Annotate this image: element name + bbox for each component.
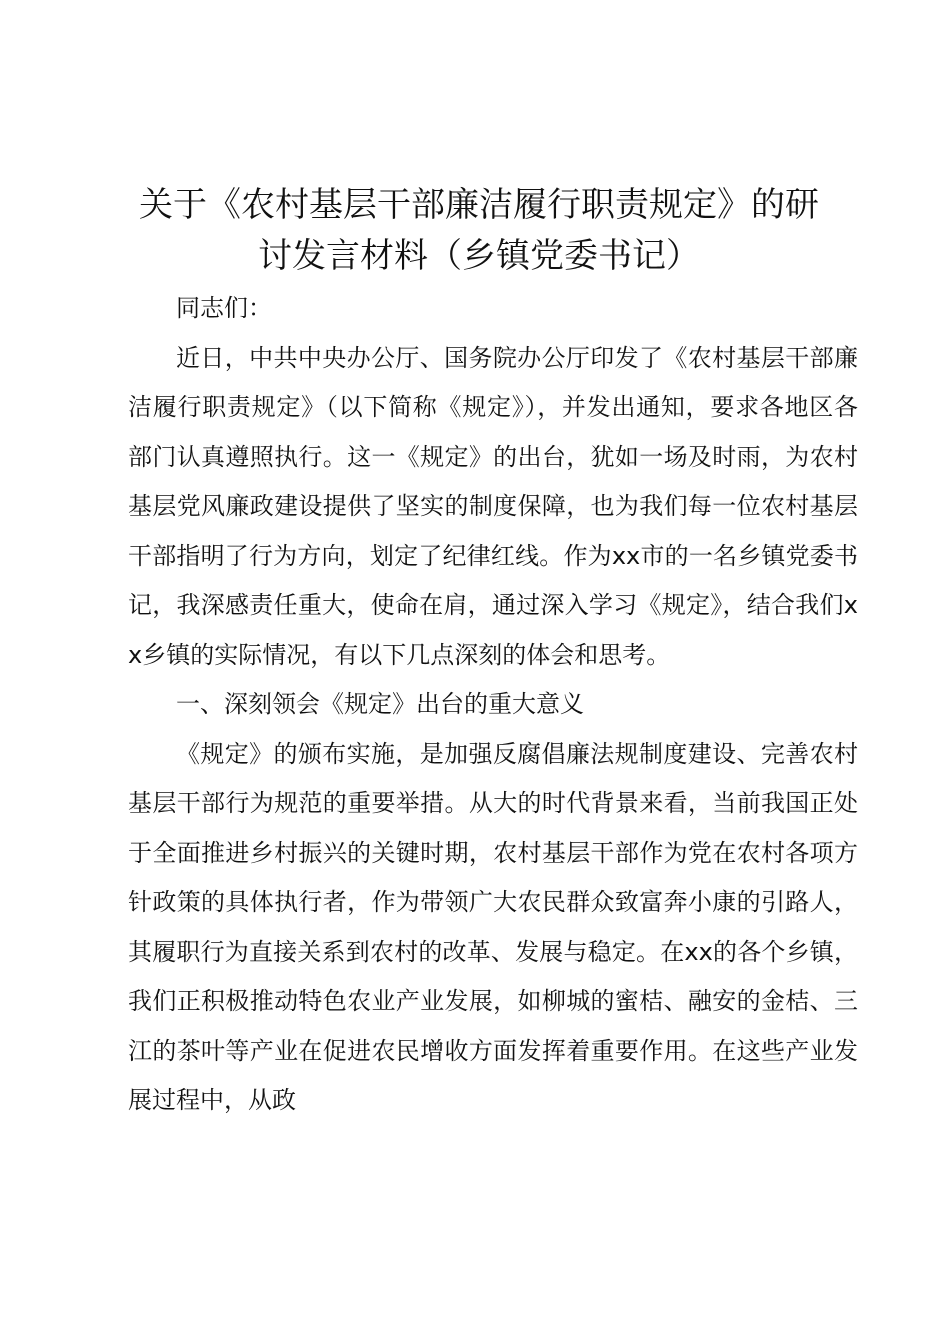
section-heading-1: 一、深刻领会《规定》出台的重大意义 [176, 690, 584, 718]
title-line-1: 关于《农村基层干部廉洁履行职责规定》的研 [139, 185, 819, 225]
paragraph-intro: 近日，中共中央办公厅、国务院办公厅印发了《农村基层干部廉洁履行职责规定》（以下简称《规定》），并发出通知，要求各地区各部门认真遵照执行。这一《规定》的出台，犹如一场及时雨，为农村基层党风廉政建设提供了坚实的制度保障，也为我们每一位农村基层干部指明了行为方向，划定了纪律红线。作为xx市的一名乡镇党委书记，我深感责任重大，使命在肩，通过深入学习《规定》，结合我们xx乡镇的实际情况，有以下几点深刻的体会和思考。 [128, 343, 858, 669]
document-title [118, 180, 840, 282]
salutation: 同志们： [176, 294, 272, 322]
title-line-2: 讨发言材料（乡镇党委书记） [258, 236, 700, 276]
document-body [128, 284, 858, 1126]
paragraph-significance: 《规定》的颁布实施，是加强反腐倡廉法规制度建设、完善农村基层干部行为规范的重要举措。从大的时代背景来看，当前我国正处于全面推进乡村振兴的关键时期，农村基层干部作为党在农村各项方针政策的具体执行者，作为带领广大农民群众致富奔小康的引路人，其履职行为直接关系到农村的改革、发展与稳定。在xx的各个乡镇，我们正积极推动特色农业产业发展，如柳城的蜜桔、融安的金桔、三江的茶叶等产业在促进农民增收方面发挥着重要作用。在这些产业发展过程中，从政 [128, 739, 858, 1114]
